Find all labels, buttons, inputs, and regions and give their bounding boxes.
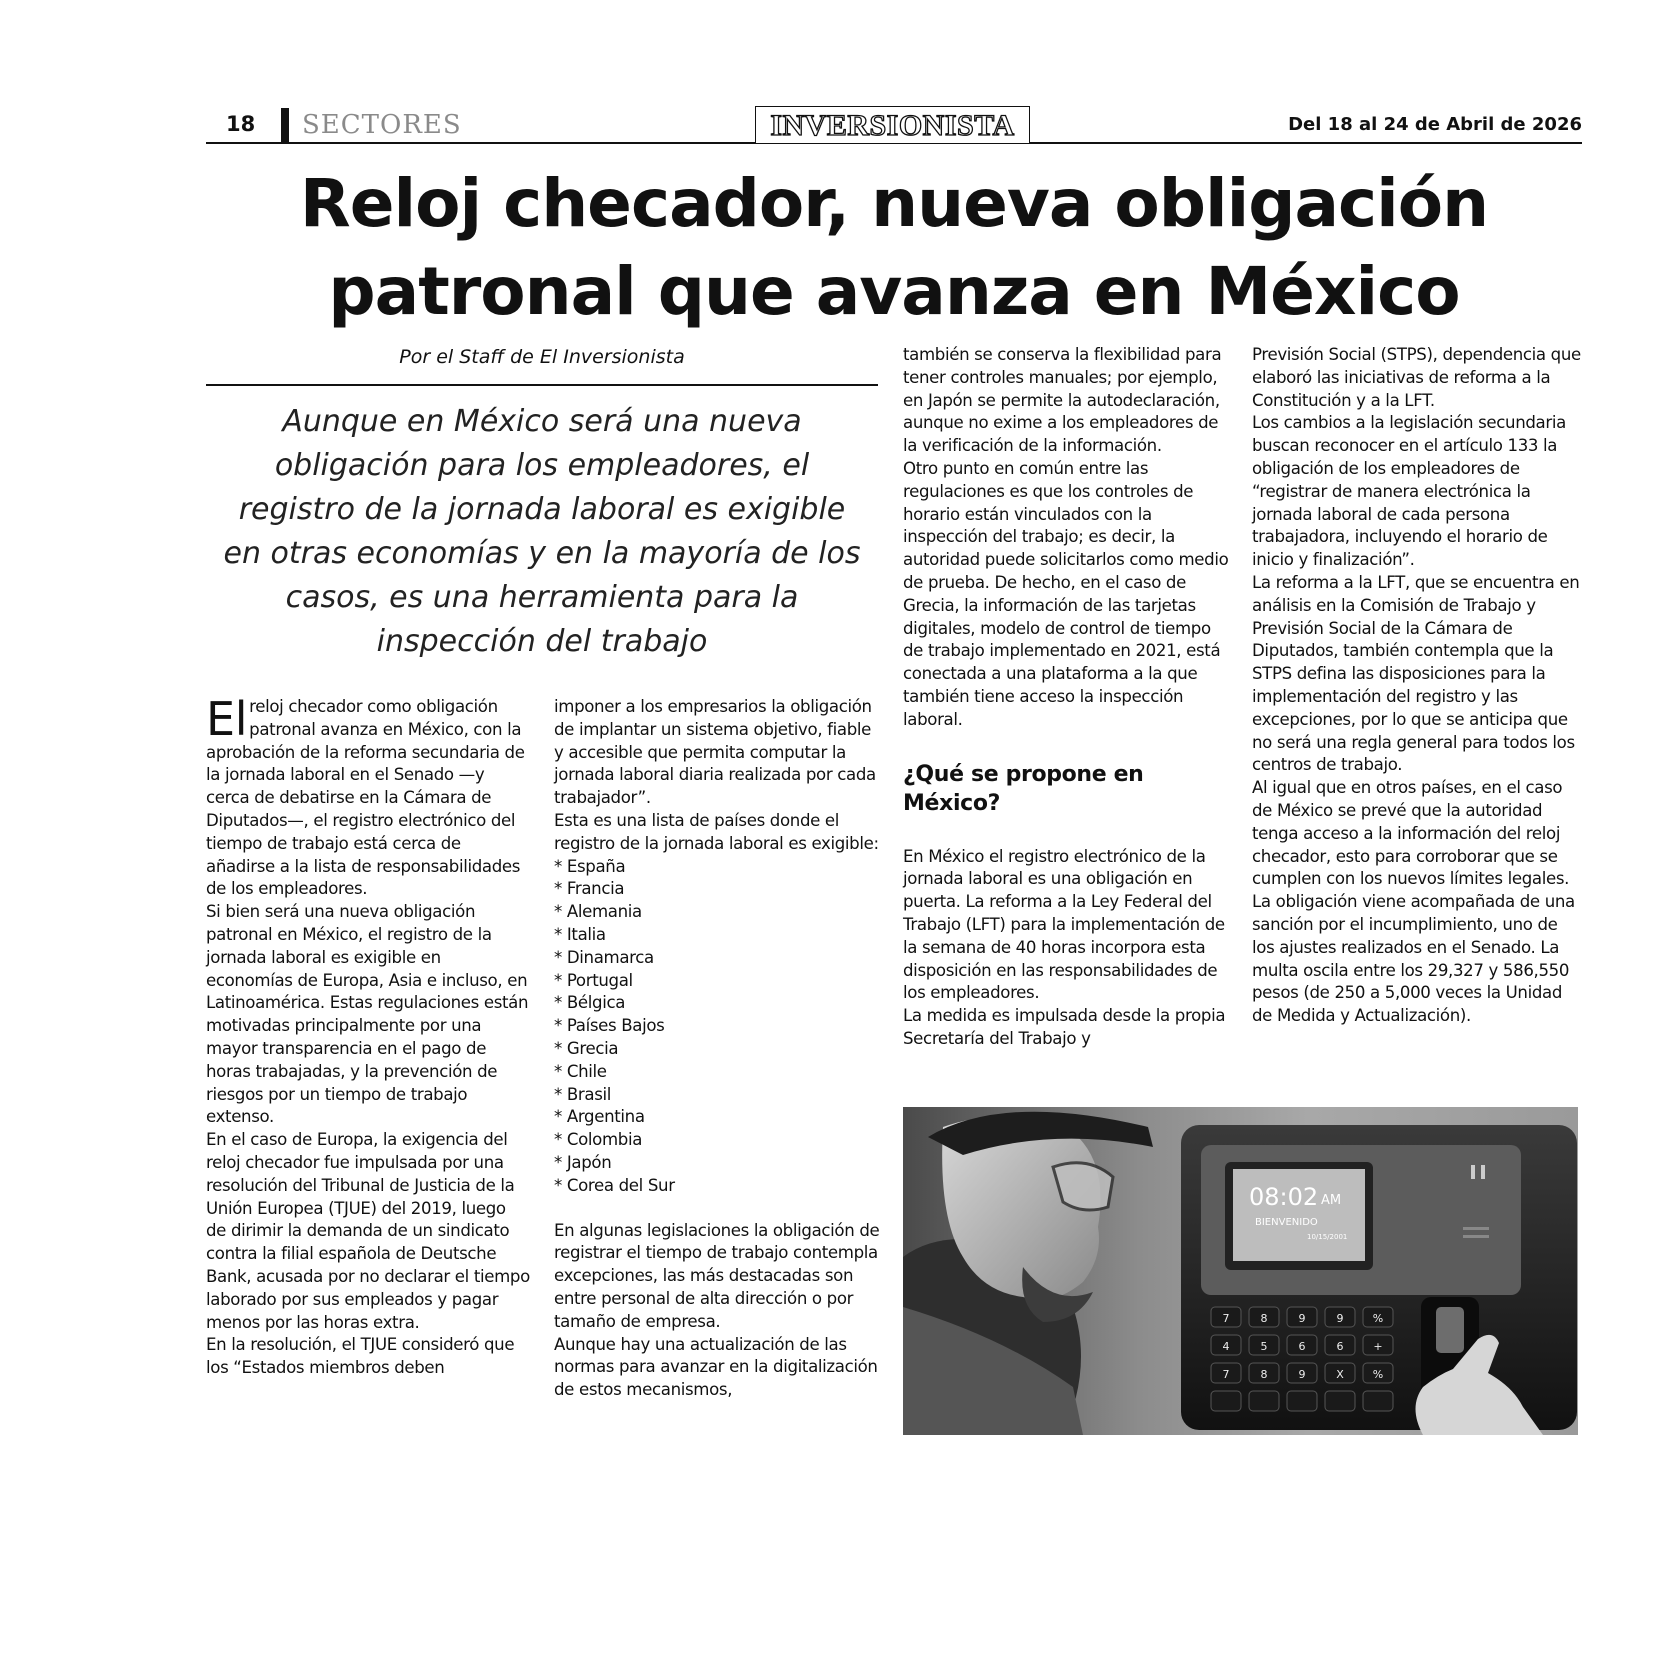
column-3 [903, 344, 1233, 1051]
keypad-key [1363, 1391, 1393, 1411]
clock-message: BIENVENIDO [1255, 1217, 1318, 1228]
keypad-key-label: + [1373, 1340, 1383, 1353]
list-item: * Grecia [554, 1038, 619, 1058]
paragraph: también se conserva la flexibilidad para tener controles manuales; por ejemplo, en Japón se permite la autodeclaración, aunque no exime a los empleadores de la verificación de la información. [903, 345, 1222, 456]
page-header [206, 106, 1582, 144]
keypad-key-label: % [1372, 1368, 1384, 1381]
column-1 [206, 692, 530, 1380]
masthead-logo: INVERSIONISTA [755, 106, 1030, 144]
keypad-key-label: 6 [1336, 1340, 1344, 1353]
clock-date: 10/15/2001 [1307, 1233, 1348, 1241]
keypad-key-label: X [1336, 1368, 1344, 1381]
paragraph: La reforma a la LFT, que se encuentra en análisis en la Comisión de Trabajo y Previsión Social de la Cámara de Diputados, también contempla que la STPS defina las disposiciones para la implementación del registro y las excepciones, por lo que se anticipa que no será una regla general para todos los centros de trabajo. [1252, 572, 1580, 775]
list-item: * Países Bajos [554, 1016, 665, 1036]
column-2 [554, 696, 884, 1402]
time-clock-device [1181, 1125, 1577, 1430]
column-4 [1252, 344, 1584, 1028]
paragraph: Previsión Social (STPS), dependencia que elaboró las iniciativas de reforma a la Constitución y a la LFT. [1252, 345, 1581, 410]
keypad-key-label: 4 [1222, 1340, 1230, 1353]
keypad-key-label: 9 [1298, 1312, 1306, 1325]
keypad-key-label: % [1372, 1312, 1384, 1325]
keypad-key-label: 5 [1260, 1340, 1268, 1353]
article-headline: Reloj checador, nueva obligación patronal que avanza en México [299, 165, 1489, 330]
issue-date: Del 18 al 24 de Abril de 2026 [1288, 114, 1582, 135]
list-item: * Italia [554, 924, 606, 944]
byline: Por el Staff de El Inversionista [399, 346, 685, 368]
paragraph: Si bien será una nueva obligación patronal en México, el registro de la jornada laboral es exigible en economías de Europa, Asia e incluso, en Latinoamérica. Estas regulaciones están motivadas principalmente por una mayor transparencia en el pago de horas trabajadas, y la prevención de riesgos por un tiempo de trabajo extenso. [206, 902, 529, 1127]
section-subheading: ¿Qué se propone en México? [903, 761, 1144, 816]
paragraph: Aunque hay una actualización de las normas para avanzar en la digitalización de estos mecanismos, [554, 1334, 878, 1400]
clock-ampm: AM [1321, 1193, 1342, 1208]
paragraph: El reloj checador como obligación patronal avanza en México, con la aprobación de la reforma secundaria de la jornada laboral en el Senado —y cerca de debatirse en la Cámara de Diputados—, el registro electrónico del tiempo de trabajo está cerca de añadirse a la lista de responsabilidades de los empleadores. [206, 692, 525, 899]
list-item: * Brasil [554, 1084, 612, 1104]
paragraph: La medida es impulsada desde la propia Secretaría del Trabajo y [903, 1006, 1226, 1048]
keypad-key-label: 9 [1298, 1368, 1306, 1381]
list-item: * Bélgica [554, 993, 626, 1013]
list-item: * Alemania [554, 902, 642, 922]
paragraph: Esta es una lista de países donde el registro de la jornada laboral es exigible: [554, 810, 879, 853]
list-item: * España [554, 856, 626, 876]
keypad-key-label: 8 [1260, 1368, 1268, 1381]
list-item: * Francia [554, 879, 625, 899]
paragraph: En México el registro electrónico de la jornada laboral es una obligación en puerta. La reforma a la Ley Federal del Trabajo (LFT) para la implementación de la semana de 40 horas incorpora esta disposición en las responsabilidades de los empleadores. [903, 846, 1225, 1003]
keypad-key-label: 7 [1222, 1368, 1230, 1381]
keypad-key [1325, 1391, 1355, 1411]
time-clock-photo [903, 1107, 1578, 1435]
list-item: * Dinamarca [554, 947, 654, 967]
paragraph: Otro punto en común entre las regulaciones es que los controles de horario están vinculados con la inspección del trabajo; es decir, la autoridad puede solicitarlos como medio de prueba. De hecho, en el caso de Grecia, la información de las tarjetas digitales, modelo de control de tiempo de trabajo implementado en 2021, está conectada a una plataforma a la que también tiene acceso la inspección laboral. [903, 458, 1229, 729]
clock-time: 08:02 [1249, 1183, 1319, 1211]
list-item: * Colombia [554, 1130, 643, 1150]
keypad-key-label: 6 [1298, 1340, 1306, 1353]
paragraph: Los cambios a la legislación secundaria buscan reconocer en el artículo 133 la obligación de los empleadores de “registrar de manera electrónica la jornada laboral de cada persona trabajadora, incluyendo el horario de inicio y finalización”. [1252, 413, 1566, 570]
keypad-key [1211, 1391, 1241, 1411]
paragraph: Al igual que en otros países, en el caso de México se prevé que la autoridad tenga acceso a la información del reloj checador, esto para corroborar que se cumplen con los nuevos límites legales. [1252, 778, 1570, 889]
keypad-key [1287, 1391, 1317, 1411]
byline-divider [206, 384, 878, 386]
keypad-key-label: 9 [1336, 1312, 1344, 1325]
section-bar [281, 108, 289, 142]
section-label: SECTORES [302, 110, 462, 140]
list-item: * Corea del Sur [554, 1175, 675, 1195]
list-item: * Argentina [554, 1107, 645, 1127]
drop-cap: El [206, 692, 248, 746]
country-list [554, 856, 884, 1198]
keypad-key-label: 7 [1222, 1312, 1230, 1325]
list-item: * Japón [554, 1152, 612, 1172]
article-deck: Aunque en México será una nueva obligación para los empleadores, el registro de la jornada laboral es exigible en otras economías y en la mayoría de los casos, es una herramienta para la inspección del trabajo [223, 404, 861, 659]
paragraph: La obligación viene acompañada de una sanción por el incumplimiento, uno de los ajustes realizados en el Senado. La multa oscila entre los 29,327 y 586,550 pesos (de 250 a 5,000 veces la Unidad de Medida y Actualización). [1252, 892, 1575, 1026]
list-item: * Portugal [554, 970, 633, 990]
paragraph: En algunas legislaciones la obligación de registrar el tiempo de trabajo contempla excepciones, las más destacadas son entre personal de alta dirección o por tamaño de empresa. [554, 1220, 880, 1331]
page-number: 18 [226, 112, 256, 136]
keypad-key-label: 8 [1260, 1312, 1268, 1325]
keypad-key [1249, 1391, 1279, 1411]
article-photo [903, 1107, 1578, 1435]
paragraph: En el caso de Europa, la exigencia del reloj checador fue impulsada por una resolución del Tribunal de Justicia de la Unión Europea (TJUE) del 2019, luego de dirimir la demanda de un sindicato contra la filial española de Deutsche Bank, acusada por no declarar el tiempo laborado por sus empleados y pagar menos por las horas extra. [206, 1130, 530, 1332]
paragraph: En la resolución, el TJUE consideró que los “Estados miembros deben [206, 1335, 515, 1378]
list-item: * Chile [554, 1061, 607, 1081]
paragraph: imponer a los empresarios la obligación de implantar un sistema objetivo, fiable y accesible que permita computar la jornada laboral diaria realizada por cada trabajador”. [554, 697, 876, 808]
